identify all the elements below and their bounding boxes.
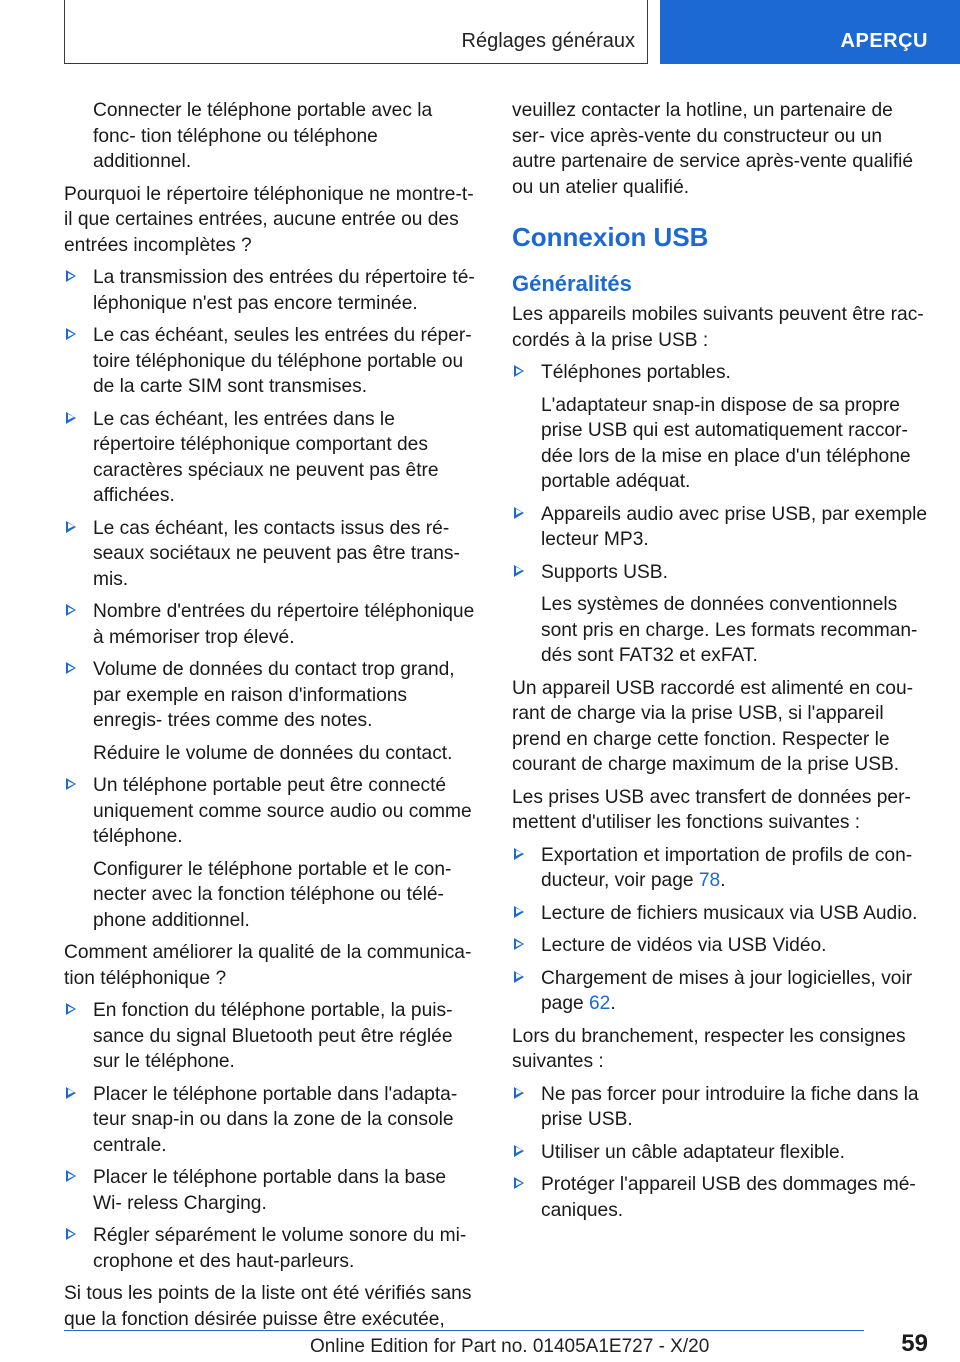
list-item [512, 360, 928, 386]
triangle-bullet-icon [514, 507, 524, 519]
list-item [512, 1172, 928, 1223]
list-item-text: Chargement de mises à jour logicielles, voir page [541, 967, 913, 1014]
paragraph: veuillez contacter la hotline, un partenaire de ser- vice après-vente du constructeur ou un autre partenaire de service après-vente qualifié ou un atelier qualifié. [512, 100, 914, 198]
triangle-bullet-icon [514, 1145, 524, 1157]
period: . [720, 870, 726, 891]
list-item-text: Téléphones portables. [541, 362, 731, 383]
triangle-bullet-icon [514, 1177, 524, 1189]
page-link[interactable]: 62 [589, 993, 611, 1014]
list-item-text: Un téléphone portable peut être connecté uniquement comme source audio ou comme téléphone. [93, 775, 472, 847]
section-title: Réglages généraux [461, 30, 635, 52]
list-item-text: Appareils audio avec prise USB, par exemple lecteur MP3. [541, 503, 928, 550]
list-item-text: Lecture de fichiers musicaux via USB Audio. [541, 902, 918, 924]
list-item [64, 323, 480, 400]
list-item-note: Les systèmes de données conventionnels sont pris en charge. Les formats recomman- dés sont FAT32 et exFAT. [541, 594, 918, 666]
paragraph: Les prises USB avec transfert de données per- mettent d'utiliser les fonctions suivantes : [512, 786, 911, 833]
list-item [64, 599, 480, 650]
triangle-bullet-icon [514, 971, 524, 983]
list-item-text: Le cas échéant, les contacts issus des ré- seaux sociétaux ne peuvent pas être trans- mis. [93, 517, 460, 590]
triangle-bullet-icon [66, 521, 76, 533]
list-item [512, 843, 928, 894]
page-number: 59 [901, 1330, 928, 1357]
list-item [512, 560, 928, 586]
triangle-bullet-icon [514, 938, 524, 950]
list-item [64, 657, 480, 734]
list-item [512, 1082, 928, 1133]
triangle-bullet-icon [66, 604, 76, 616]
list-item-text: Le cas échéant, seules les entrées du réper- toire téléphonique du téléphone portable ou de la carte SIM sont transmises. [93, 325, 472, 397]
list-item [512, 933, 928, 959]
triangle-bullet-icon [514, 565, 524, 577]
list-item [64, 1223, 480, 1274]
triangle-bullet-icon [66, 1087, 76, 1099]
list-item-text: Placer le téléphone portable dans la base Wi- reless Charging. [93, 1167, 447, 1214]
right-column [512, 98, 928, 1230]
triangle-bullet-icon [514, 906, 524, 918]
triangle-bullet-icon [66, 1003, 76, 1015]
triangle-bullet-icon [66, 270, 76, 282]
triangle-bullet-icon [66, 778, 76, 790]
list-item [512, 966, 928, 1017]
overview-tab-label: APERÇU [840, 30, 928, 52]
list-item-note: L'adaptateur snap-in dispose de sa propre prise USB qui est automatiquement raccor- dée lors de la mise en place d'un téléphone portable adéquat. [541, 394, 911, 492]
triangle-bullet-icon [66, 328, 76, 340]
list-item-text: Ne pas forcer pour introduire la fiche dans la prise USB. [541, 1083, 919, 1130]
paragraph: Les appareils mobiles suivants peuvent être rac- cordés à la prise USB : [512, 304, 924, 351]
subsection-heading: Généralités [512, 271, 632, 296]
triangle-bullet-icon [66, 1228, 76, 1240]
list-item-text: Régler séparément le volume sonore du mi- crophone et des haut-parleurs. [93, 1225, 467, 1272]
left-column [64, 98, 480, 1339]
list-item-text: Exportation et importation de profils de con- ducteur, voir page [541, 844, 913, 891]
list-item [64, 516, 480, 593]
paragraph: Un appareil USB raccordé est alimenté en cou- rant de charge via la prise USB, si l'appareil prend en charge cette fonction. Respecter le courant de charge maximum de la prise USB. [512, 677, 914, 775]
period: . [610, 993, 616, 1014]
list-item-text: Lecture de vidéos via USB Vidéo. [541, 935, 827, 956]
triangle-bullet-icon [514, 1087, 524, 1099]
list-item [64, 265, 480, 316]
list-item [64, 773, 480, 850]
list-item-text: Nombre d'entrées du répertoire téléphonique à mémoriser trop élevé. [93, 601, 475, 648]
list-item-text: En fonction du téléphone portable, la puis- sance du signal Bluetooth peut être réglée sur le téléphone. [93, 1000, 453, 1072]
list-item [64, 998, 480, 1075]
question-heading: Comment améliorer la qualité de la communica- tion téléphonique ? [64, 942, 472, 989]
triangle-bullet-icon [66, 1170, 76, 1182]
paragraph: Lors du branchement, respecter les consignes suivantes : [512, 1025, 906, 1072]
triangle-bullet-icon [66, 412, 76, 424]
triangle-bullet-icon [514, 365, 524, 377]
list-item-text: Utiliser un câble adaptateur flexible. [541, 1141, 845, 1163]
question-heading: Pourquoi le répertoire téléphonique ne montre-t-il que certaines entrées, aucune entrée ou des entrées incomplètes ? [64, 183, 474, 256]
list-item [512, 1140, 928, 1166]
overview-tab[interactable] [660, 0, 960, 64]
footer-divider [64, 1330, 864, 1331]
list-item [512, 502, 928, 553]
list-item-note: Configurer le téléphone portable et le con- necter avec la fonction téléphone ou télé- phone additionnel. [93, 858, 452, 931]
list-item [512, 901, 928, 927]
list-item-text: Placer le téléphone portable dans l'adapta- teur snap-in ou dans la zone de la console centrale. [93, 1083, 458, 1156]
list-item-text: Supports USB. [541, 561, 668, 583]
list-item-text: La transmission des entrées du répertoire té- léphonique n'est pas encore terminée. [93, 267, 475, 314]
edition-note: Online Edition for Part no. 01405A1E727 - X/20 [310, 1336, 710, 1357]
list-item-text: Volume de données du contact trop grand, par exemple en raison d'informations enregis- trées comme des notes. [93, 659, 455, 731]
list-item [64, 407, 480, 509]
list-item-text: Le cas échéant, les entrées dans le répertoire téléphonique comportant des caractères spéciaux ne peuvent pas être affichées. [93, 408, 439, 506]
triangle-bullet-icon [66, 662, 76, 674]
section-heading: Connexion USB [512, 222, 709, 252]
list-item [64, 1082, 480, 1159]
header-section-box [64, 0, 648, 64]
paragraph: Connecter le téléphone portable avec la fonc- tion téléphone ou téléphone additionnel. [93, 100, 433, 172]
list-item-note: Réduire le volume de données du contact. [93, 742, 453, 764]
list-item [64, 1165, 480, 1216]
triangle-bullet-icon [514, 848, 524, 860]
paragraph: Si tous les points de la liste ont été vérifiés sans que la fonction désirée puisse être exécutée, [64, 1283, 472, 1330]
list-item-text: Protéger l'appareil USB des dommages mé- caniques. [541, 1174, 916, 1221]
page-link[interactable]: 78 [698, 870, 721, 891]
